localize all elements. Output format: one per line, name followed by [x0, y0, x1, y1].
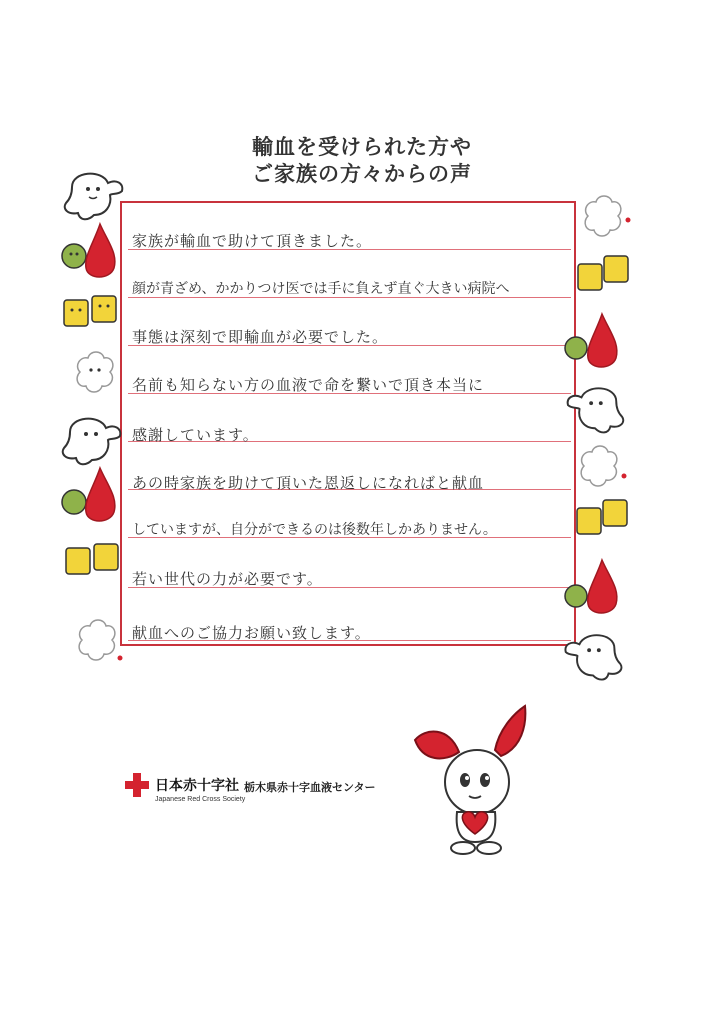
letter-line-3: 事態は深刻で即輸血が必要でした。	[132, 328, 389, 346]
green-and-red-blood-drop-icon	[58, 220, 124, 284]
organization-name-english: Japanese Red Cross Society	[155, 796, 246, 803]
blood-center-name: 栃木県赤十字血液センター	[244, 781, 376, 794]
puzzle-piece-icon	[572, 494, 632, 544]
blood-donation-mascot-icon	[405, 700, 535, 860]
letter-line-1: 家族が輸血で助けて頂きました。	[132, 232, 373, 250]
letter-line-4: 名前も知らない方の血液で命を繋いで頂き本当に	[132, 376, 485, 394]
green-and-red-blood-drop-icon	[58, 464, 124, 528]
white-mascot-icon	[560, 380, 630, 436]
puzzle-piece-icon	[60, 292, 122, 336]
white-cloud-cell-icon	[70, 346, 120, 396]
puzzle-piece-icon	[574, 250, 632, 300]
white-cloud-cell-icon	[574, 440, 628, 492]
white-cloud-cell-icon	[578, 190, 632, 242]
white-cloud-cell-icon	[72, 614, 124, 664]
letter-line-7: していますが、自分ができるのは後数年しかありません。	[132, 522, 497, 538]
red-cross-logo-icon	[125, 773, 149, 797]
puzzle-piece-icon	[62, 540, 124, 584]
white-mascot-icon	[56, 410, 128, 468]
page-title-line-1: 輸血を受けられた方や	[252, 135, 472, 159]
organization-name: 日本赤十字社	[155, 778, 239, 794]
white-mascot-icon	[558, 626, 628, 684]
white-mascot-icon	[58, 165, 130, 223]
letter-line-6: あの時家族を助けて頂いた恩返しになればと献血	[132, 474, 485, 492]
letter-line-2: 顔が青ざめ、かかりつけ医では手に負えず直ぐ大きい病院へ	[132, 281, 510, 297]
green-and-red-blood-drop-icon	[562, 556, 628, 620]
letter-line-8: 若い世代の力が必要です。	[132, 570, 323, 588]
green-and-red-blood-drop-icon	[562, 310, 628, 374]
letter-line-5: 感謝しています。	[132, 426, 259, 444]
page-title-line-2: ご家族の方々からの声	[252, 162, 472, 186]
letter-line-9: 献血へのご協力お願い致します。	[132, 624, 371, 642]
